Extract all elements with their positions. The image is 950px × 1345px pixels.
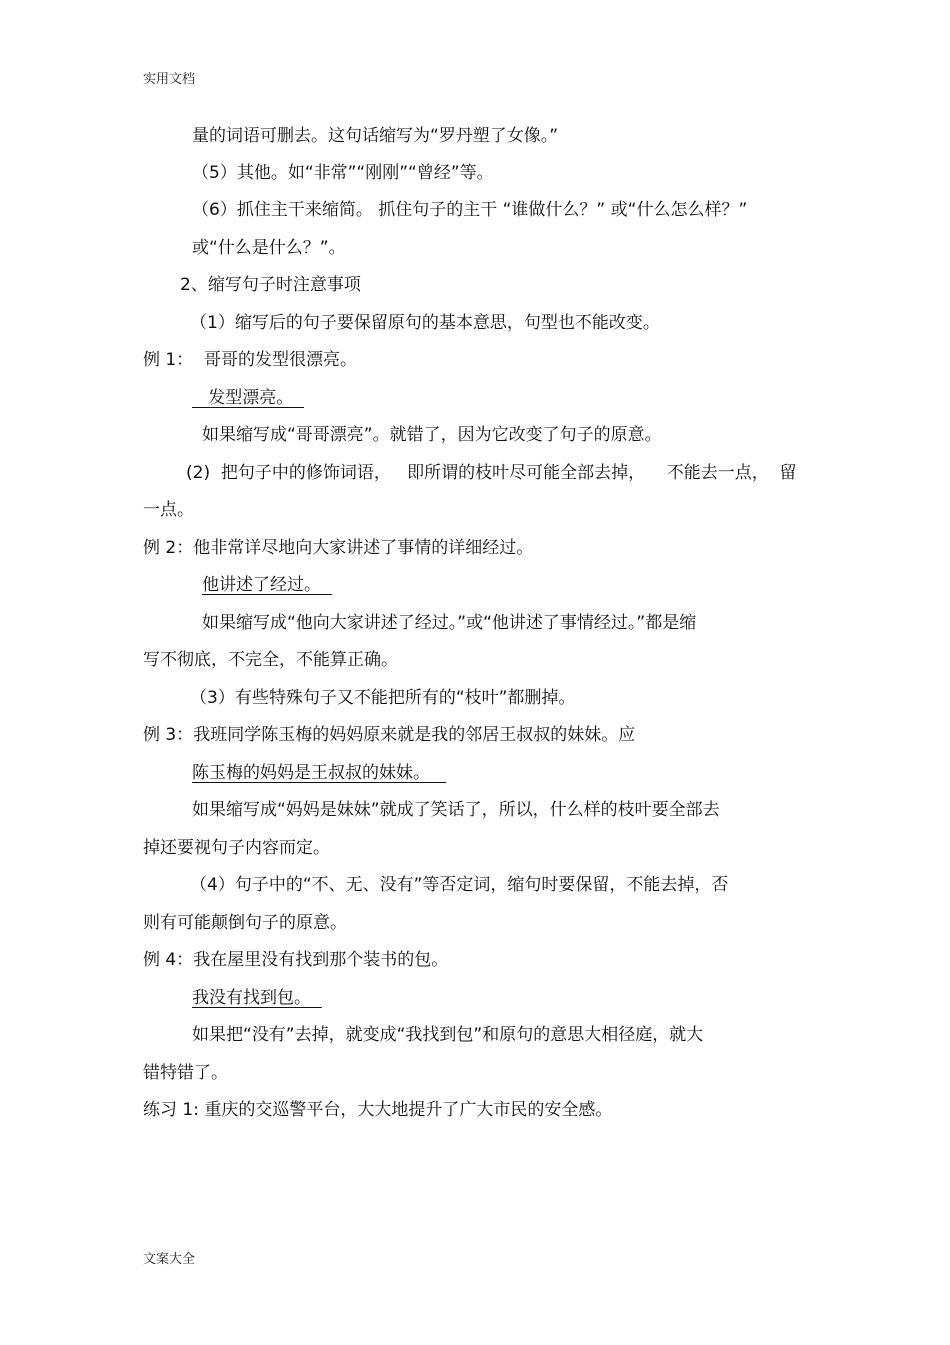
text-line: 掉还要视句子内容而定。 bbox=[143, 838, 330, 858]
example-line: 例 4：我在屋里没有找到那个装书的包。 bbox=[143, 950, 449, 970]
text-line: 如果缩写成“妈妈是妹妹”就成了笑话了，所以，什么样的枝叶要全部去 bbox=[192, 800, 720, 820]
text-line: （6）抓住主干来缩简。 抓住句子的主干 “谁做什么？” 或“什么怎么样？” bbox=[192, 200, 748, 220]
example-answer: 我没有找到包。 bbox=[192, 988, 322, 1008]
text-line: （1）缩写后的句子要保留原句的基本意思，句型也不能改变。 bbox=[190, 313, 660, 333]
example-answer: 陈玉梅的妈妈是王叔叔的妹妹。 bbox=[192, 763, 447, 783]
text-line: 则有可能颠倒句子的原意。 bbox=[143, 913, 347, 933]
example-line: 例 3：我班同学陈玉梅的妈妈原来就是我的邻居王叔叔的妹妹。应 bbox=[143, 725, 636, 745]
text-line: 或“什么是什么？”。 bbox=[192, 238, 346, 258]
text-line: 如果把“没有”去掉，就变成“我找到包”和原句的意思大相径庭，就大 bbox=[192, 1025, 704, 1045]
text-line: （4）句子中的“不、无、没有”等否定词，缩句时要保留，不能去掉，否 bbox=[190, 875, 729, 895]
text-line: 错特错了。 bbox=[143, 1063, 228, 1083]
example-answer: 发型漂亮。 bbox=[192, 388, 305, 408]
text-line: (2) 把句子中的修饰词语， 即所谓的枝叶尽可能全部去掉， 不能去一点， 留 bbox=[186, 463, 797, 483]
example-answer: 他讲述了经过。 bbox=[202, 575, 332, 595]
text-line: 如果缩写成“哥哥漂亮”。就错了，因为它改变了句子的原意。 bbox=[202, 425, 662, 445]
text-line: 如果缩写成“他向大家讲述了经过。”或“他讲述了事情经过。”都是缩 bbox=[202, 613, 697, 633]
text-line: （3）有些特殊句子又不能把所有的“枝叶”都删掉。 bbox=[190, 688, 576, 708]
page-header: 实用文档 bbox=[143, 72, 196, 87]
section-heading: 2、缩写句子时注意事项 bbox=[180, 275, 361, 295]
text-line: 量的词语可删去。这句话缩写为“罗丹塑了女像。” bbox=[192, 126, 559, 146]
page-footer: 文案大全 bbox=[143, 1252, 196, 1267]
text-line: 一点。 bbox=[143, 500, 194, 520]
example-line: 例 2：他非常详尽地向大家讲述了事情的详细经过。 bbox=[143, 538, 534, 558]
text-line: 写不彻底，不完全，不能算正确。 bbox=[143, 650, 398, 670]
text-line: （5）其他。如“非常”“刚刚”“曾经”等。 bbox=[192, 163, 494, 183]
exercise-line: 练习 1: 重庆的交巡警平台，大大地提升了广大市民的安全感。 bbox=[143, 1100, 613, 1120]
example-line: 例 1： 哥哥的发型很漂亮。 bbox=[143, 350, 358, 370]
